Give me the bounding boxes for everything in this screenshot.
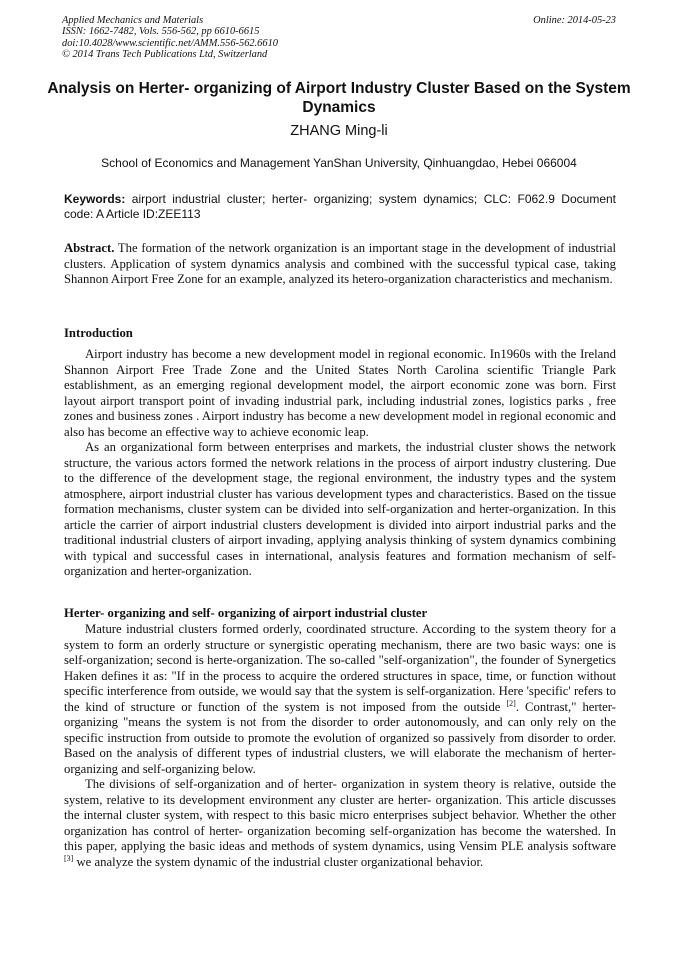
section-heading: Herter- organizing and self- organizing of airport industrial cluster xyxy=(64,606,428,620)
keywords-label: Keywords: xyxy=(64,192,126,206)
copyright-line: © 2014 Trans Tech Publications Ltd, Switzerland xyxy=(62,48,268,60)
keywords-text: airport industrial cluster; herter- organizing; system dynamics; CLC: F062.9 Document code: A Article ID:ZEE113 xyxy=(64,192,616,221)
section-paragraph-1 xyxy=(64,622,616,777)
abstract-block xyxy=(64,241,616,288)
introduction-paragraph-2: As an organizational form between enterprises and markets, the industrial cluster shows the network structure, the various actors formed the network relations in the process of airport industry clustering. Due to the difference of the development stage, the regional environment, the industry types and the system atmosphere, airport industrial cluster has various development types and characteristics. Based on the tissue formation mechanisms, cluster system can be divided into self-organization and herter-organization. In this article the carrier of airport industrial clusters development is divided into airport industrial parks and the traditional industrial clusters of airport invading, applying analysis thinking of system dynamics combining with typical and successful cases in international, analysis features and formation mechanism of self-organization and herter-organization. xyxy=(64,440,616,578)
introduction-heading: Introduction xyxy=(64,326,133,340)
introduction-body xyxy=(64,347,616,580)
citation-3: [3] xyxy=(64,853,74,863)
journal-name: Applied Mechanics and Materials xyxy=(62,15,204,26)
section-paragraph-2 xyxy=(64,777,616,870)
issn-line: ISSN: 1662-7482, Vols. 556-562, pp 6610-6615 xyxy=(62,26,260,38)
section-paragraph-2-text-b: we analyze the system dynamic of the industrial cluster organizational behavior. xyxy=(73,854,484,869)
introduction-paragraph-1: Airport industry has become a new development model in regional economic. In1960s with the Ireland Shannon Airport Free Trade Zone and the United States North Carolina scientific Triangle Park establishment, as an emerging regional development model, the airport economic zone was born. First layout airport transport point of invading industrial park, including industrial zones, logistics parks , free zones and business zones . Airport industry has become a new development model in regional economic and also has become an effective way to achieve economic leap. xyxy=(64,347,616,439)
section-body xyxy=(64,622,616,870)
doi-line: doi:10.4028/www.scientific.net/AMM.556-562.6610 xyxy=(62,37,278,49)
abstract-label: Abstract. xyxy=(64,241,115,255)
section-paragraph-1-text-b: . Contrast," herter- organizing "means the system is not from the disorder to order autonomously, and can only rely on the specific instruction from outside to promote the evolution of organized so passively from disorder to order. Based on the analysis of different types of industrial clusters, we will elaborate the mechanism of herter- organizing and self-organizing below. xyxy=(64,699,616,776)
citation-2: [2] xyxy=(506,698,516,708)
section-paragraph-2-text-a: The divisions of self-organization and of herter- organization in system theory is relative, outside the system, relative to its development environment any cluster are herter- organization. This article discusses the internal cluster system, with respect to this basic micro enterprises subject behavior. Whether the other organization has control of herter- organization becoming self-organization has become the watershed. In this paper, applying the basic ideas and methods of system dynamics, using Vensim PLE analysis software xyxy=(64,777,616,853)
online-date: Online: 2014-05-23 xyxy=(533,15,616,26)
author-affiliation: School of Economics and Management YanShan University, Qinhuangdao, Hebei 066004 xyxy=(101,156,577,170)
author-name: ZHANG Ming-li xyxy=(290,123,388,139)
keywords-block xyxy=(64,192,616,221)
abstract-text: The formation of the network organization is an important stage in the development of industrial clusters. Application of system dynamics analysis and combined with the successful typical case, taking Shannon Airport Free Zone for an example, analyzed its hetero-organization characteristics and mechanism. xyxy=(64,241,616,286)
paper-title: Analysis on Herter- organizing of Airport Industry Cluster Based on the System Dynamics xyxy=(47,80,631,116)
journal-header xyxy=(62,15,616,60)
section-paragraph-1-text-a: Mature industrial clusters formed orderly, coordinated structure. According to the system theory for a system to form an orderly structure or synergistic operating mechanism, there are two basic ways: one is self-organization; second is herte-organization. The so-called "self-organization", the founder of Synergetics Haken defines it as: "If in the process to acquire the ordered structures in space, time, or function without specific interference from outside, we would say that the system is self-organization. Here 'specific' refers to the kind of structure or function of the system is not imposed from the outside xyxy=(64,622,616,714)
